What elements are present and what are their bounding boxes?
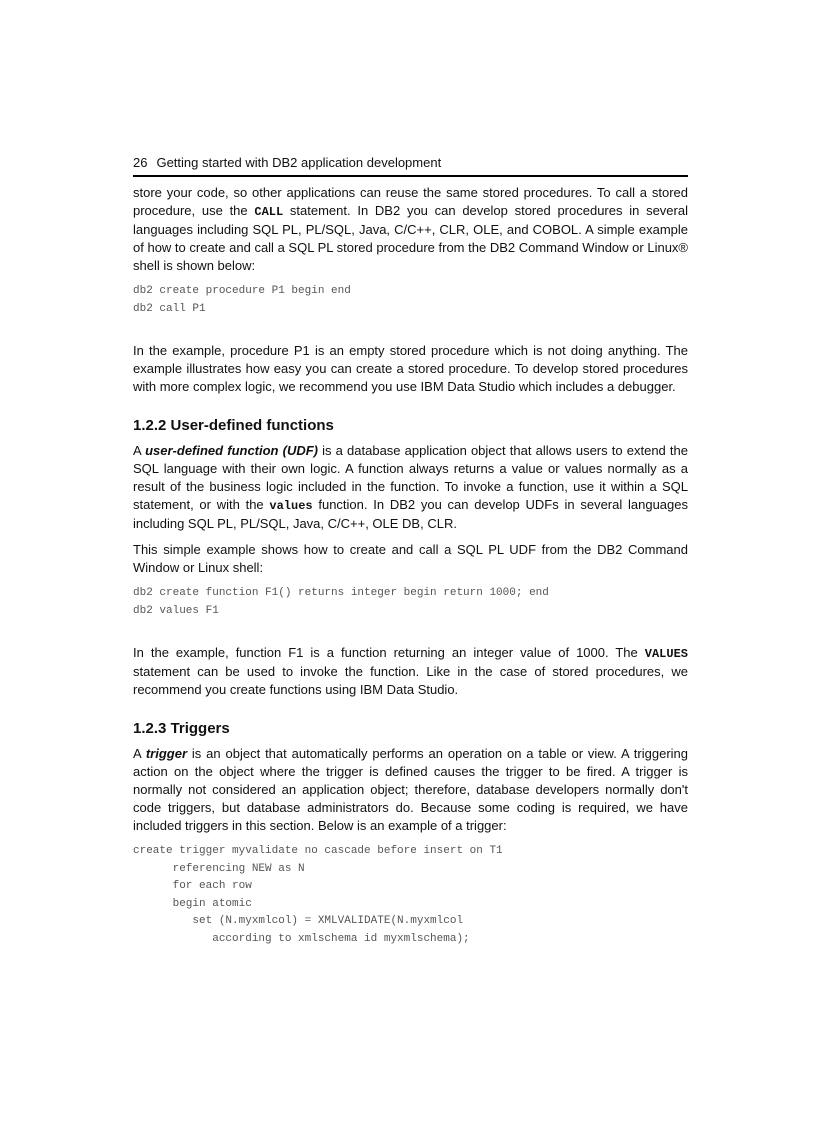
keyword-values-upper: VALUES xyxy=(644,647,688,661)
code-line: db2 values F1 xyxy=(133,604,219,617)
paragraph-udf-definition xyxy=(133,442,688,533)
running-title: Getting started with DB2 application development xyxy=(156,155,442,170)
code-line: according to xmlschema id myxmlschema); xyxy=(133,932,470,945)
text-run: statement. In DB2 you can develop stored procedures in several languages including SQL PL, PL/SQL, Java, C/C++, CLR, OLE, and COBOL. A simple example of how to create and call a SQL PL stored procedure from the DB2 Command Window or Linux® shell is shown below: xyxy=(133,203,688,273)
code-line: for each row xyxy=(133,880,252,892)
section-heading-udf: 1.2.2 User-defined functions xyxy=(133,417,334,434)
section-heading-triggers: 1.2.3 Triggers xyxy=(133,720,230,737)
term-trigger: trigger xyxy=(145,746,188,761)
text-run: is an object that automatically performs an operation on a table or view. A triggering action on the object where the trigger is defined causes the trigger to be fired. A trigger is normally not considered an application object; therefore, database developers normally don't code triggers, but database administrators do. Because some coding is required, we have included triggers in this section. Below is an example of a trigger: xyxy=(133,746,688,833)
text-run: statement can be used to invoke the function. Like in the case of stored procedures, we recommend you create functions using IBM Data Studio. xyxy=(133,664,688,697)
text-run: function. In DB2 you can develop UDFs in several languages including SQL PL, PL/SQL, Java, C/C++, OLE DB, CLR. xyxy=(133,497,688,531)
code-line: set (N.myxmlcol) = XMLVALIDATE(N.myxmlcol xyxy=(133,915,464,927)
code-line: db2 call P1 xyxy=(133,302,206,315)
term-udf: user-defined function (UDF) xyxy=(145,443,319,458)
text-run: A xyxy=(133,443,146,458)
text-run: store your code, so other applications can reuse the same stored procedures. To call a stored procedure, use the xyxy=(133,185,688,218)
code-line: referencing NEW as N xyxy=(133,862,305,875)
paragraph-trigger-definition xyxy=(133,745,688,835)
paragraph-udf-example xyxy=(133,644,688,699)
code-line: begin atomic xyxy=(133,897,252,910)
paragraph-stored-procedures xyxy=(133,184,688,275)
paragraph-udf-example-intro: This simple example shows how to create and call a SQL PL UDF from the DB2 Command Window or Linux shell: xyxy=(133,542,688,575)
code-line: db2 create procedure P1 begin end xyxy=(133,285,351,297)
running-header xyxy=(133,155,688,177)
code-block-function xyxy=(133,585,688,620)
code-block-trigger xyxy=(133,843,688,948)
text-run: A xyxy=(133,746,146,761)
page-number: 26 xyxy=(133,155,148,170)
keyword-values: values xyxy=(269,499,313,513)
keyword-call: CALL xyxy=(254,205,284,219)
code-line: db2 create function F1() returns integer begin return 1000; end xyxy=(133,587,549,599)
paragraph-procedure-example: In the example, procedure P1 is an empty stored procedure which is not doing anything. The example illustrates how easy you can create a stored procedure. To develop stored procedures with more complex logic, we recommend you use IBM Data Studio which includes a debugger. xyxy=(133,343,688,394)
code-line: create trigger myvalidate no cascade before insert on T1 xyxy=(133,845,503,857)
page-body xyxy=(133,155,688,948)
text-run: is a database application object that allows users to extend the SQL language with their own logic. A function always returns a value or values normally as a result of the business logic included in the function. To invoke a function, use it within a SQL statement, or with the xyxy=(133,443,688,512)
text-run: In the example, function F1 is a function returning an integer value of 1000. The xyxy=(133,645,645,660)
code-block-procedure xyxy=(133,283,688,318)
